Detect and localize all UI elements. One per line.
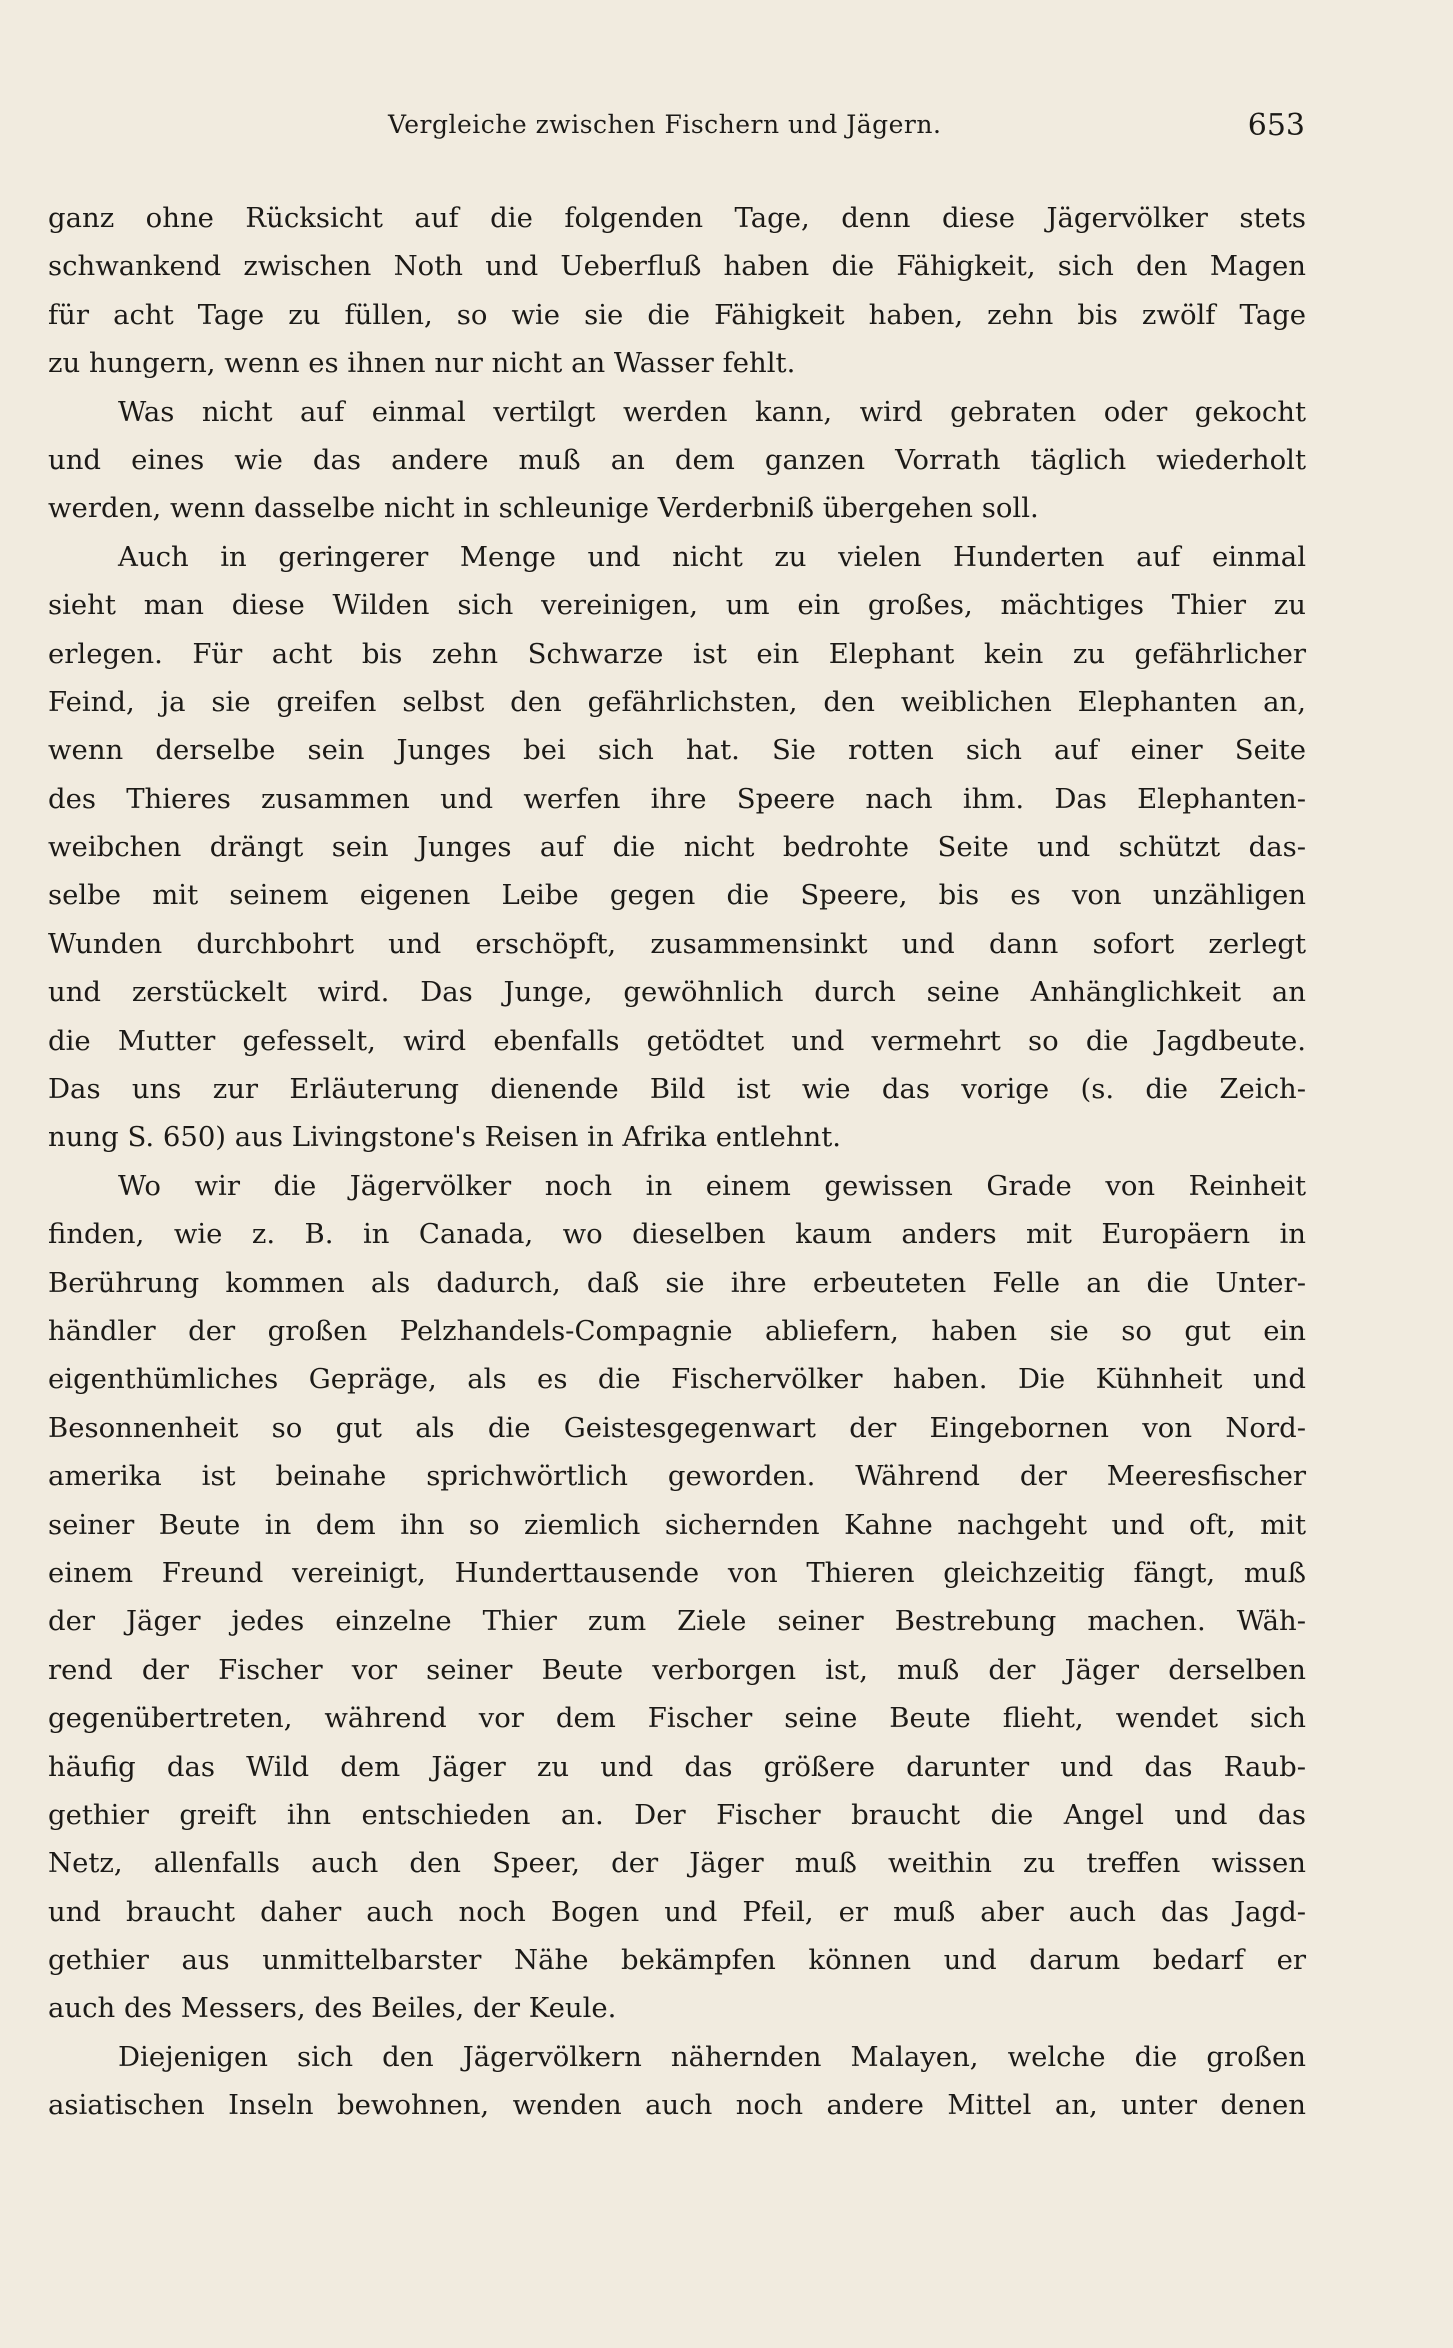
text-line: Berührung kommen als dadurch, daß sie ihre erbeuteten Felle an die Unter- — [48, 1266, 1306, 1299]
text-line: weibchen drängt sein Junges auf die nicht bedrohte Seite und schützt das- — [48, 831, 1306, 864]
text-line: einem Freund vereinigt, Hunderttausende von Thieren gleichzeitig fängt, muß — [48, 1556, 1306, 1589]
text-line: selbe mit seinem eigenen Leibe gegen die Speere, bis es von unzähligen — [48, 879, 1306, 912]
text-line: Besonnenheit so gut als die Geistesgegenwart der Eingebornen von Nord- — [48, 1411, 1306, 1444]
text-line: amerika ist beinahe sprichwörtlich geworden. Während der Meeresfischer — [48, 1460, 1306, 1493]
text-line: der Jäger jedes einzelne Thier zum Ziele seiner Bestrebung machen. Wäh- — [48, 1605, 1306, 1638]
text-line: zu hungern, wenn es ihnen nur nicht an Wasser fehlt. — [48, 347, 796, 380]
text-line: und braucht daher auch noch Bogen und Pfeil, er muß aber auch das Jagd- — [48, 1895, 1306, 1928]
text-line: des Thieres zusammen und werfen ihre Speere nach ihm. Das Elephanten- — [48, 782, 1306, 815]
running-head — [48, 108, 1305, 148]
body-text — [48, 194, 1306, 2130]
text-line: ganz ohne Rücksicht auf die folgenden Tage, denn diese Jägervölker stets — [48, 202, 1306, 234]
text-line: gethier aus unmittelbarster Nähe bekämpfen können und darum bedarf er — [48, 1944, 1306, 1977]
text-line: nung S. 650) aus Livingstone's Reisen in Afrika entlehnt. — [48, 1121, 842, 1154]
text-line: Wo wir die Jägervölker noch in einem gewissen Grade von Reinheit — [118, 1169, 1306, 1202]
text-line: die Mutter gefesselt, wird ebenfalls getödtet und vermehrt so die Jagdbeute. — [48, 1024, 1306, 1057]
page-number: 653 — [1247, 108, 1305, 143]
running-title: Vergleiche zwischen Fischern und Jägern. — [388, 110, 942, 139]
text-line: wenn derselbe sein Junges bei sich hat. Sie rotten sich auf einer Seite — [48, 734, 1306, 767]
text-line: Netz, allenfalls auch den Speer, der Jäger muß weithin zu treffen wissen — [48, 1847, 1306, 1880]
text-line: gethier greift ihn entschieden an. Der Fischer braucht die Angel und das — [48, 1798, 1306, 1831]
text-line: und zerstückelt wird. Das Junge, gewöhnlich durch seine Anhänglichkeit an — [48, 976, 1306, 1009]
text-line: sieht man diese Wilden sich vereinigen, um ein großes, mächtiges Thier zu — [48, 589, 1306, 622]
text-line: Diejenigen sich den Jägervölkern nähernden Malayen, welche die großen — [118, 2040, 1306, 2073]
text-line: finden, wie z. B. in Canada, wo dieselben kaum anders mit Europäern in — [48, 1218, 1306, 1251]
text-line: Das uns zur Erläuterung dienende Bild ist wie das vorige (s. die Zeich- — [48, 1073, 1306, 1106]
text-line: rend der Fischer vor seiner Beute verborgen ist, muß der Jäger derselben — [48, 1653, 1306, 1686]
text-line: häufig das Wild dem Jäger zu und das größere darunter und das Raub- — [48, 1750, 1306, 1783]
text-line: gegenübertreten, während vor dem Fischer seine Beute flieht, wendet sich — [48, 1702, 1306, 1735]
text-line: händler der großen Pelzhandels-Compagnie abliefern, haben sie so gut ein — [48, 1314, 1306, 1347]
text-line: für acht Tage zu füllen, so wie sie die Fähigkeit haben, zehn bis zwölf Tage — [48, 298, 1306, 331]
text-line: schwankend zwischen Noth und Ueberfluß haben die Fähigkeit, sich den Magen — [48, 250, 1306, 283]
text-line: auch des Messers, des Beiles, der Keule. — [48, 1992, 617, 2025]
text-line: Auch in geringerer Menge und nicht zu vielen Hunderten auf einmal — [118, 540, 1306, 573]
text-line: eigenthümliches Gepräge, als es die Fischervölker haben. Die Kühnheit und — [48, 1363, 1306, 1396]
text-line: Wunden durchbohrt und erschöpft, zusammensinkt und dann sofort zerlegt — [48, 927, 1306, 960]
text-line: Was nicht auf einmal vertilgt werden kann, wird gebraten oder gekocht — [118, 395, 1306, 428]
text-line: seiner Beute in dem ihn so ziemlich sichernden Kahne nachgeht und oft, mit — [48, 1508, 1306, 1541]
text-line: und eines wie das andere muß an dem ganzen Vorrath täglich wiederholt — [48, 443, 1306, 476]
text-line: erlegen. Für acht bis zehn Schwarze ist ein Elephant kein zu gefährlicher — [48, 637, 1306, 670]
text-line: asiatischen Inseln bewohnen, wenden auch noch andere Mittel an, unter denen — [48, 2089, 1306, 2122]
text-line: Feind, ja sie greifen selbst den gefährlichsten, den weiblichen Elephanten an, — [48, 685, 1306, 718]
text-line: werden, wenn dasselbe nicht in schleunige Verderbniß übergehen soll. — [48, 492, 1039, 525]
